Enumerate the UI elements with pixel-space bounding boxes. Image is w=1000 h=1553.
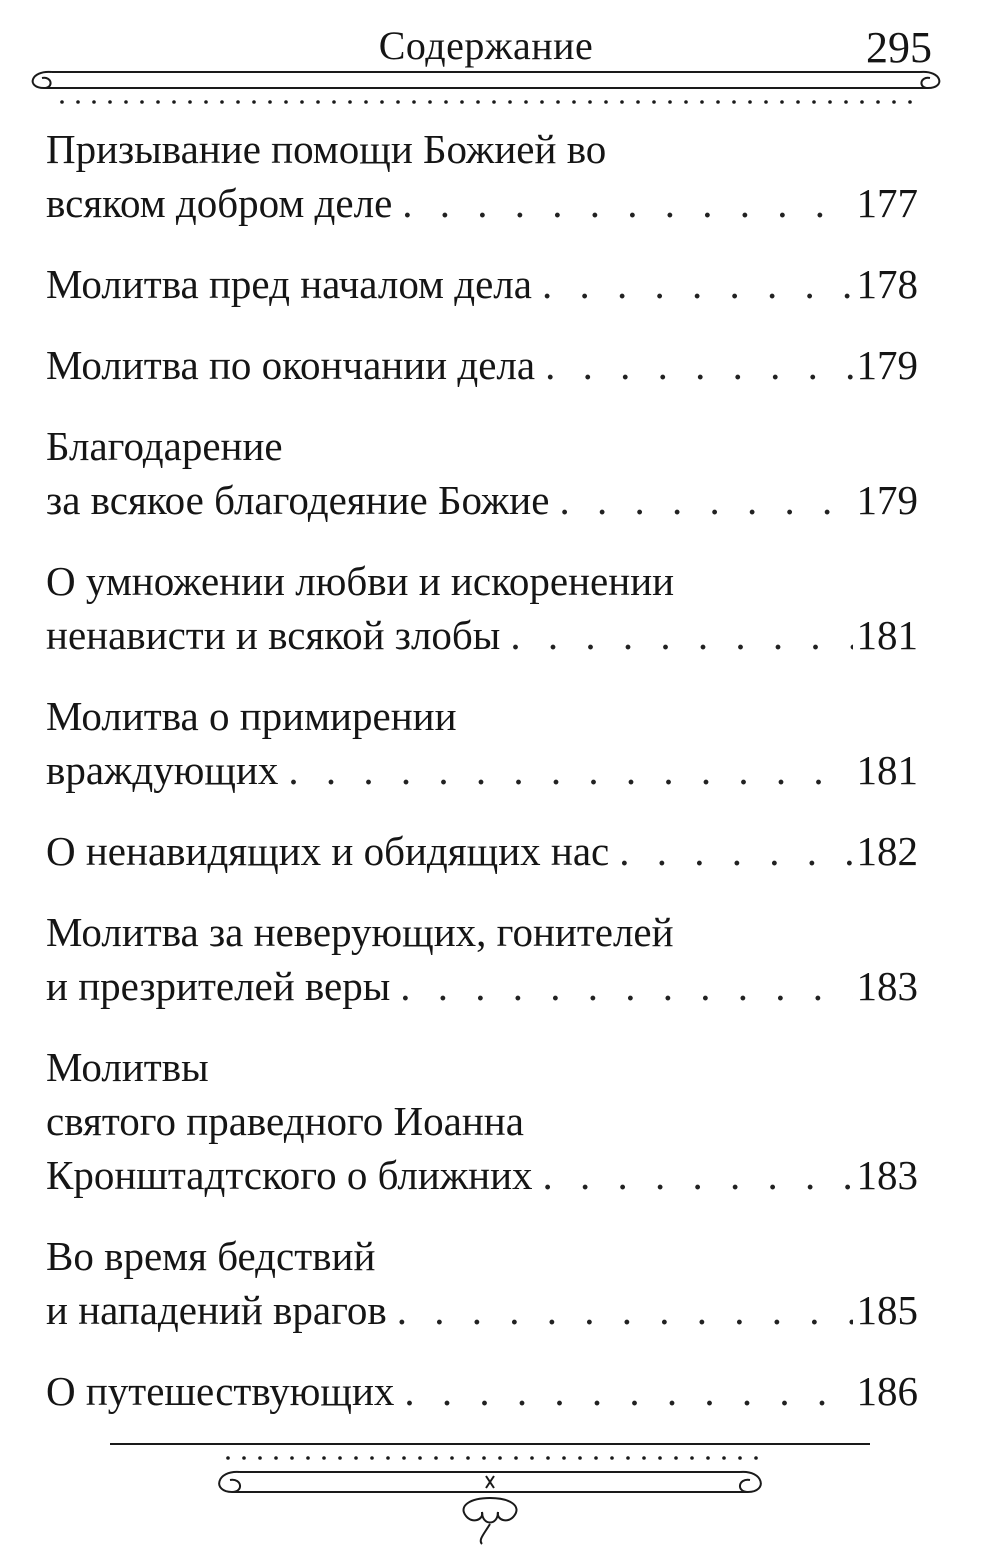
toc-entry-title-line: и нападений врагов [46,1287,387,1333]
toc-entry-last-line [46,338,918,392]
toc-entry-title-line: О умножении любви и искоренении [46,558,675,604]
running-title: Содержание [378,23,594,68]
toc-entry-title-line: О путешествующих [46,1368,395,1414]
dot-leader [404,1364,852,1418]
toc-page-number: 185 [856,1287,918,1333]
toc-entry-title-line: Во время бедствий [46,1233,376,1279]
toc-entry [46,419,918,527]
table-of-contents [46,122,918,1445]
toc-entry-title-line: за всякое благодеяние Божие [46,477,550,523]
dot-leader [397,1283,853,1337]
toc-entry-title-line: Призывание помощи Божией во [46,126,607,172]
toc-page-number: 186 [856,1368,918,1414]
toc-entry [46,824,918,878]
toc-entry-title-line: ненависти и всякой злобы [46,612,501,658]
toc-entry-last-line [46,1148,918,1202]
toc-entry-last-line [46,176,918,230]
toc-page-number: 179 [856,342,918,388]
toc-entry-title-line: О ненавидящих и обидящих нас [46,828,610,874]
toc-entry [46,1364,918,1418]
dot-leader [400,959,852,1013]
toc-page-number: 181 [856,612,918,658]
dot-leader [510,608,852,662]
toc-entry [46,122,918,230]
dot-leader [545,338,852,392]
toc-entry [46,689,918,797]
toc-entry-title-line: Молитвы [46,1044,209,1090]
toc-page-number: 183 [856,1152,918,1198]
toc-page-number: 181 [856,747,918,793]
toc-entry [46,905,918,1013]
toc-page-number: 177 [856,180,918,226]
toc-entry [46,257,918,311]
toc-entry-last-line [46,473,918,527]
toc-entry-last-line [46,608,918,662]
toc-entry-last-line [46,743,918,797]
floral-vignette-ornament [110,1436,870,1548]
toc-page-number: 183 [856,963,918,1009]
toc-page-number: 182 [856,828,918,874]
toc-entry-last-line [46,257,918,311]
toc-page-number: 179 [856,477,918,523]
dot-leader [559,473,852,527]
dot-leader [402,176,852,230]
toc-entry-title-line: Молитва за неверующих, гонителей [46,909,674,955]
dot-leader [543,1148,853,1202]
toc-entry-last-line [46,1364,918,1418]
toc-entry-title-line: Благодарение [46,423,283,469]
toc-entry-title-line: и презрителей веры [46,963,391,1009]
toc-entry-last-line [46,959,918,1013]
page-number: 295 [866,23,932,72]
toc-entry-title-line: Молитва пред началом дела [46,261,532,307]
toc-entry [46,554,918,662]
toc-page-number: 178 [856,261,918,307]
toc-entry-title-line: Молитва о примирении [46,693,457,739]
dot-leader [619,824,852,878]
toc-entry-title-line: Кронштадтского о ближних [46,1152,533,1198]
toc-entry-title-line: всяком добром деле [46,180,393,226]
toc-entry [46,1229,918,1337]
scroll-rule-ornament [22,62,950,110]
toc-entry-title-line: святого праведного Иоанна [46,1098,524,1144]
toc-entry-title-line: враждующих [46,747,279,793]
toc-entry-last-line [46,824,918,878]
running-header [22,14,950,110]
dot-leader [542,257,853,311]
toc-entry [46,338,918,392]
dot-leader [288,743,852,797]
toc-entry-last-line [46,1283,918,1337]
toc-entry [46,1040,918,1202]
toc-entry-title-line: Молитва по окончании дела [46,342,536,388]
